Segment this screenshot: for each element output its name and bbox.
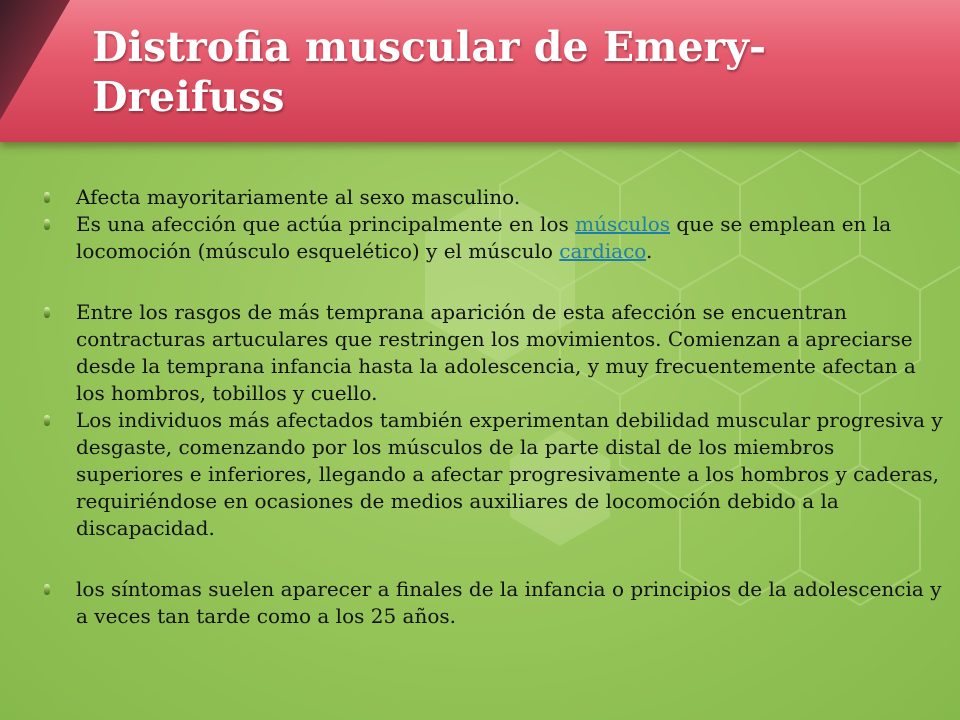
bullet-text: Afecta mayoritariamente al sexo masculino. (76, 185, 521, 209)
bullet-item (44, 184, 944, 211)
title-corner-accent (0, 0, 80, 142)
bullet-text: los síntomas suelen aparecer a finales de la infancia o principios de la adolescencia y a veces tan tarde como a los 25 años. (76, 577, 942, 628)
bullet-text: Los individuos más afectados también experimentan debilidad muscular progresiva y desgaste, comenzando por los músculos de la parte distal de los miembros superiores e inferiores, llegando a afectar progresivamente a los hombros y caderas, requiriéndose en ocasiones de medios auxiliares de locomoción debido a la discapacidad. (76, 408, 943, 540)
bullet-item (44, 576, 944, 630)
bullet-list (44, 184, 944, 630)
bullet-icon (44, 219, 50, 230)
bullet-icon (44, 584, 50, 595)
bullet-item (44, 407, 944, 542)
title-bar (0, 0, 960, 142)
bullet-text: . (645, 239, 653, 263)
bullet-text: que se emplean en la locomoción (músculo esquelético) y el músculo (76, 212, 892, 263)
link-musculos[interactable]: músculos (575, 212, 671, 236)
link-cardiaco[interactable]: cardiaco (559, 239, 646, 263)
bullet-text: Entre los rasgos de más temprana aparición de esta afección se encuentran contracturas artuculares que restringen los movimientos. Comienzan a apreciarse desde la temprana infancia hasta la adolescencia, y muy frecuentemente afectan a los hombros, tobillos y cuello. (76, 300, 916, 405)
bullet-item (44, 299, 944, 407)
slide-title: Distrofia muscular de Emery-Dreifuss (92, 23, 766, 121)
bullet-item (44, 211, 944, 265)
bullet-text: Es una afección que actúa principalmente en los (76, 212, 576, 236)
bullet-icon (44, 415, 50, 426)
bullet-icon (44, 192, 50, 203)
bullet-icon (44, 307, 50, 318)
